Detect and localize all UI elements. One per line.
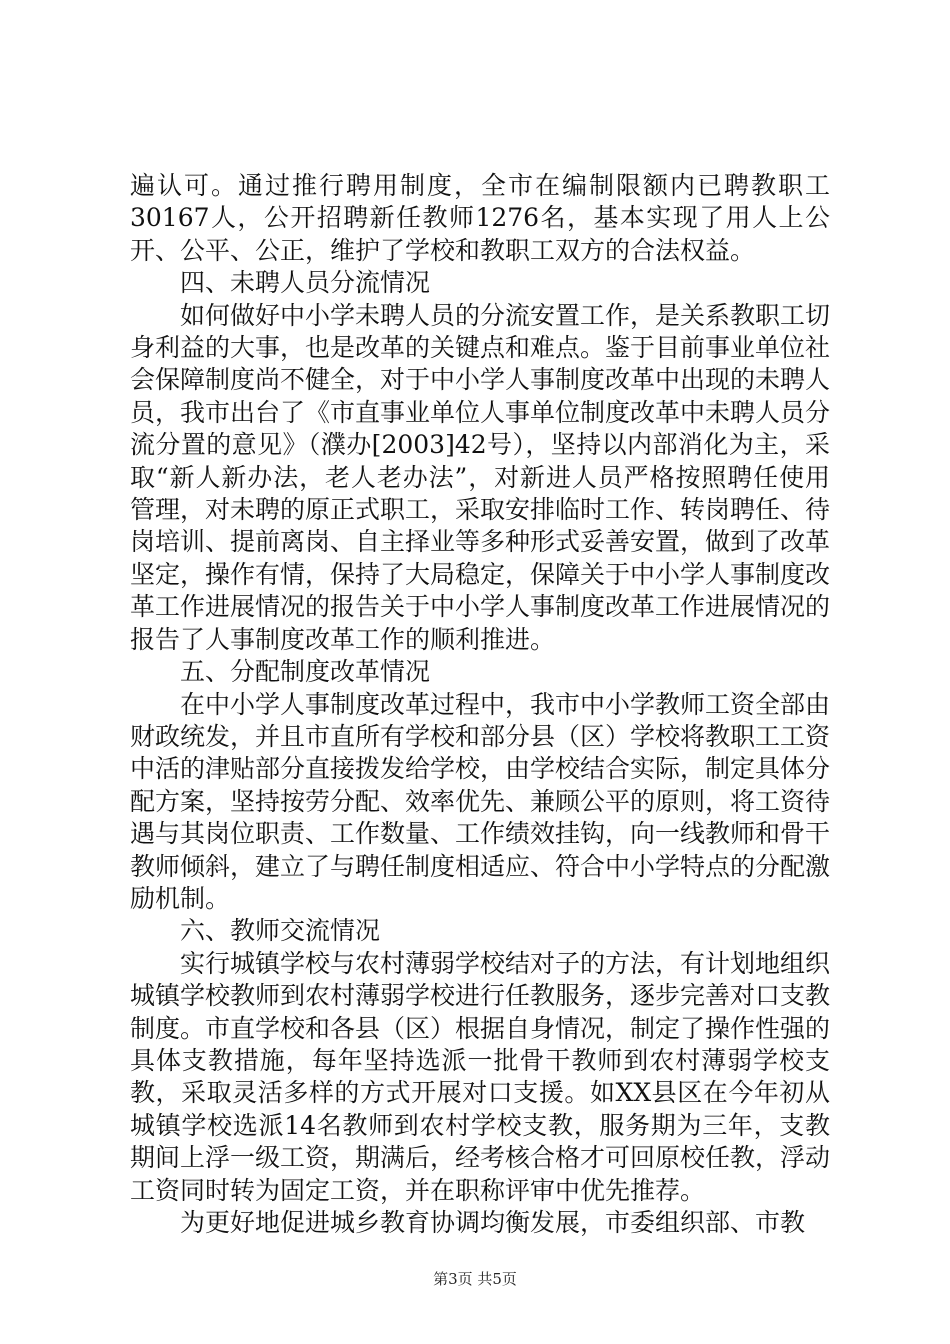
paragraph-trailing: 为更好地促进城乡教育协调均衡发展，市委组织部、市教 <box>180 1208 806 1237</box>
section-heading-4: 四、未聘人员分流情况 <box>180 268 431 298</box>
paragraph-teacher-exchange: 实行城镇学校与农村薄弱学校结对子的方法，有计划地组织城镇学校教师到农村薄弱学校进行任教服务，逐步完善对口支教制度。市直学校和各县（区）根据自身情况，制定了操作性强的具体支教措施，每年坚持选派一批骨干教师到农村薄弱学校支教，采取灵活多样的方式开展对口支援。如XX县区在今年初从城镇学校选派14名教师到农村学校支教，服务期为三年，支教期间上浮一级工资，期满后，经考核合格才可回原校任教，浮动工资同时转为固定工资，并在职称评审中优先推荐。 <box>130 948 831 1205</box>
section-heading-6: 六、教师交流情况 <box>180 916 381 946</box>
paragraph-unhired-staff: 如何做好中小学未聘人员的分流安置工作，是关系教职工切身利益的大事，也是改革的关键点和难点。鉴于目前事业单位社会保障制度尚不健全，对于中小学人事制度改革中出现的未聘人员，我市出台了《市直事业单位人事单位制度改革中未聘人员分流分置的意见》（濮办[2003]42号），坚持以内部消化为主，采取“新人新办法，老人老办法”，对新进人员严格按照聘任使用管理，对未聘的原正式职工，采取安排临时工作、转岗聘任、待岗培训、提前离岗、自主择业等多种形式妥善安置，做到了改革坚定，操作有情，保持了大局稳定，保障关于中小学人事制度改革工作进展情况的报告关于中小学人事制度改革工作进展情况的报告了人事制度改革工作的顺利推进。 <box>130 300 831 654</box>
page-footer: 第3页 共5页 <box>433 1270 517 1288</box>
paragraph-distribution-reform: 在中小学人事制度改革过程中，我市中小学教师工资全部由财政统发，并且市直所有学校和部分县（区）学校将教职工工资中活的津贴部分直接拨发给学校，由学校结合实际，制定具体分配方案，坚持按劳分配、效率优先、兼顾公平的原则，将工资待遇与其岗位职责、工作数量、工作绩效挂钩，向一线教师和骨干教师倾斜，建立了与聘任制度相适应、符合中小学特点的分配激励机制。 <box>130 689 831 913</box>
paragraph-continuation: 遍认可。通过推行聘用制度，全市在编制限额内已聘教职工30167人，公开招聘新任教师1276名，基本实现了用人上公开、公平、公正，维护了学校和教职工双方的合法权益。 <box>130 171 830 265</box>
document-body <box>130 170 830 1239</box>
section-heading-5: 五、分配制度改革情况 <box>180 657 431 687</box>
